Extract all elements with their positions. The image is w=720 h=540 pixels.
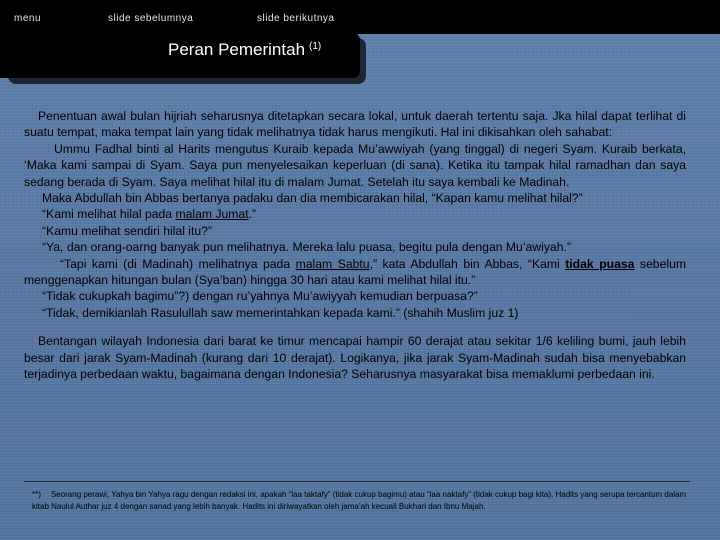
footnote-text: Seorang perawi, Yahya bin Yahya ragu dengan redaksi ini, apakah “laa taktafy” (tidak cukup bagimu) atau “laa naktafy” (tidak cukup bagi kita). Hadits yang serupa tercantum dalam kitab Naulul Authar juz 4 dengan sanad yang lebih banyak. Hadits ini diriwayatkan oleh jama’ah kecuali Bukhari dan Ibnu Majah. [32, 490, 687, 511]
footnote-divider [24, 481, 690, 482]
next-slide-link[interactable]: slide berikutnya [257, 13, 335, 24]
dialogue-line: “Tidak, demikianlah Rasulullah saw memerintahkan kepada kami.” (shahih Muslim juz 1) [42, 305, 519, 320]
footnote-marker: **) [32, 490, 41, 499]
dialogue-line: Maka Abdullah bin Abbas bertanya padaku dan dia membicarakan hilal, “Kapan kamu melihat hilal?” [42, 191, 583, 206]
underlined-phrase: malam Sabtu [295, 256, 370, 271]
dialogue-line: “Ya, dan orang-oarng banyak pun melihatnya. Mereka lalu puasa, begitu pula dengan Mu’awiyah.” [42, 240, 571, 255]
menu-link[interactable]: menu [14, 13, 42, 24]
title-footnote-marker: (1) [309, 41, 322, 52]
slide-content [24, 108, 686, 383]
previous-slide-link[interactable]: slide sebelumnya [108, 13, 194, 24]
slide-title-text: Peran Pemerintah [168, 40, 306, 59]
slide-title [168, 40, 321, 60]
dialogue-line: “Kami melihat hilal pada malam Jumat.” [42, 207, 257, 222]
dialogue-line: “Tapi kami (di Madinah) melihatnya pada malam Sabtu,” kata Abdullah bin Abbas, “Kami tidak puasa sebelum menggenapkan hitungan bulan (Sya’ban) hingga 30 hari atau kami melihat hilal itu.” [24, 256, 686, 288]
underlined-phrase: malam Jumat [175, 207, 249, 222]
dialogue-line: “Tidak cukupkah bagimu”?) dengan ru’yahnya Mu’awiyyah kemudian berpuasa?” [42, 289, 478, 304]
footnote [32, 489, 690, 513]
dialogue-line: “Kamu melihat sendiri hilal itu?” [42, 223, 213, 238]
bold-underlined-phrase: tidak puasa [565, 256, 635, 271]
paragraph-hadith-narrative: Ummu Fadhal binti al Harits mengutus Kuraib kepada Mu’awwiyah (yang tinggal) di negeri Syam. Kuraib berkata, ‘Maka kami sampai di Syam. Saya pun menyelesaikan keperluan (di sana). Ketika itu tampak hilal ramadhan dan saya sedang berada di Syam. Saya melihat hilal itu di malam Jumat. Setelah itu saya kembali ke Madinah. [24, 141, 686, 189]
paragraph-conclusion: Bentangan wilayah Indonesia dari barat ke timur mencapai hampir 60 derajat atau sekitar 1/6 keliling bumi, jauh lebih besar dari jarak Syam-Madinah (kurang dari 10 derajat). Logikanya, jika jarak Syam-Madinah sudah bisa menyebabkan terjadinya perbedaan waktu, bagaimana dengan Indonesia? Seharusnya masyarakat bisa memaklumi perbedaan ini. [24, 334, 686, 382]
paragraph-intro: Penentuan awal bulan hijriah seharusnya ditetapkan secara lokal, untuk daerah tertentu saja. Jka hilal dapat terlihat di suatu tempat, maka tempat lain yang tidak melihatnya tidak harus mengikuti. Hal ini dikisahkan oleh sahabat: [24, 109, 686, 140]
